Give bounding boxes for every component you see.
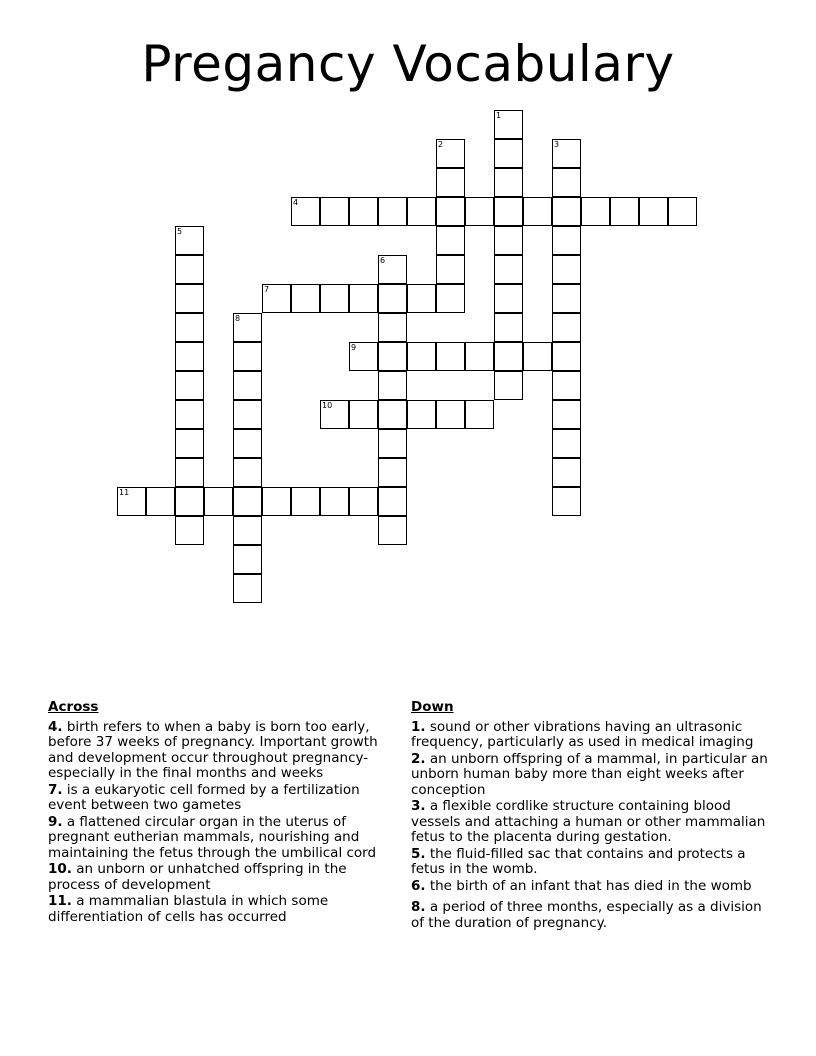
grid-cell[interactable]: [494, 168, 523, 197]
grid-cell[interactable]: [494, 197, 523, 226]
grid-cell[interactable]: [320, 284, 349, 313]
grid-cell[interactable]: [233, 487, 262, 516]
grid-cell[interactable]: [175, 255, 204, 284]
grid-cell[interactable]: [552, 313, 581, 342]
grid-cell[interactable]: [436, 255, 465, 284]
grid-cell[interactable]: [378, 255, 407, 284]
grid-cell[interactable]: [146, 487, 175, 516]
clue-number: 2.: [411, 750, 426, 767]
grid-cell[interactable]: [175, 400, 204, 429]
across-clue-4: [48, 720, 388, 782]
clue-number: 7.: [48, 781, 63, 798]
grid-cell[interactable]: [204, 487, 233, 516]
cell-number: 7: [264, 285, 270, 294]
grid-cell[interactable]: [378, 197, 407, 226]
down-clue-2: [411, 752, 773, 799]
grid-cell[interactable]: [552, 342, 581, 371]
cell-number: 1: [496, 111, 502, 120]
grid-cell[interactable]: [465, 342, 494, 371]
down-clue-1: [411, 720, 773, 751]
grid-cell[interactable]: [552, 400, 581, 429]
across-clues: [48, 700, 388, 926]
grid-cell[interactable]: [378, 284, 407, 313]
grid-cell[interactable]: [291, 487, 320, 516]
grid-cell[interactable]: [175, 284, 204, 313]
clue-number: 4.: [48, 718, 63, 735]
grid-cell[interactable]: [494, 255, 523, 284]
grid-cell[interactable]: [233, 400, 262, 429]
down-clue-3: [411, 799, 773, 846]
clue-text: a flexible cordlike structure containing blood vessels and attaching a human or other mammalian fetus to the placenta during gestation.: [411, 798, 766, 845]
grid-cell[interactable]: [436, 197, 465, 226]
grid-cell[interactable]: [175, 342, 204, 371]
clue-number: 5.: [411, 845, 426, 862]
grid-cell[interactable]: [523, 342, 552, 371]
grid-cell[interactable]: [233, 545, 262, 574]
cell-number: 9: [351, 343, 357, 352]
grid-cell[interactable]: [175, 487, 204, 516]
grid-cell[interactable]: [349, 197, 378, 226]
grid-cell[interactable]: [262, 284, 291, 313]
down-heading: Down: [411, 699, 454, 715]
grid-cell[interactable]: [175, 371, 204, 400]
cell-number: 6: [380, 256, 386, 265]
grid-cell[interactable]: [233, 458, 262, 487]
clue-text: the fluid-filled sac that contains and protects a fetus in the womb.: [411, 845, 746, 877]
grid-cell[interactable]: [378, 516, 407, 545]
grid-cell[interactable]: [233, 342, 262, 371]
clue-text: a flattened circular organ in the uterus of pregnant eutherian mammals, nourishing and maintaining the fetus through the umbilical cord: [48, 813, 377, 861]
grid-cell[interactable]: [175, 516, 204, 545]
grid-cell[interactable]: [494, 110, 523, 139]
grid-cell[interactable]: [552, 139, 581, 168]
grid-cell[interactable]: [465, 197, 494, 226]
grid-cell[interactable]: [436, 168, 465, 197]
grid-cell[interactable]: [349, 284, 378, 313]
grid-cell[interactable]: [552, 458, 581, 487]
across-heading: Across: [48, 699, 99, 715]
grid-cell[interactable]: [407, 284, 436, 313]
clue-text: a period of three months, especially as a division of the duration of pregnancy.: [411, 899, 762, 931]
clue-number: 3.: [411, 798, 426, 814]
grid-cell[interactable]: [523, 197, 552, 226]
grid-cell[interactable]: [494, 284, 523, 313]
grid-cell[interactable]: [320, 400, 349, 429]
grid-cell[interactable]: [378, 342, 407, 371]
grid-cell[interactable]: [175, 226, 204, 255]
grid-cell[interactable]: [494, 139, 523, 168]
grid-cell[interactable]: [552, 429, 581, 458]
clue-text: an unborn offspring of a mammal, in particular an unborn human baby more than eight weeks after conception: [411, 750, 768, 798]
clue-number: 1.: [411, 718, 426, 735]
grid-cell[interactable]: [552, 371, 581, 400]
grid-cell[interactable]: [668, 197, 697, 226]
grid-cell[interactable]: [378, 313, 407, 342]
grid-cell[interactable]: [349, 487, 378, 516]
grid-cell[interactable]: [407, 400, 436, 429]
grid-cell[interactable]: [291, 197, 320, 226]
down-clue-5: [411, 847, 773, 878]
grid-cell[interactable]: [552, 197, 581, 226]
grid-cell[interactable]: [407, 197, 436, 226]
grid-cell[interactable]: [378, 429, 407, 458]
grid-cell[interactable]: [320, 197, 349, 226]
across-clue-9: [48, 815, 388, 862]
down-clues: [411, 700, 773, 932]
grid-cell[interactable]: [552, 255, 581, 284]
grid-cell[interactable]: [233, 516, 262, 545]
grid-cell[interactable]: [552, 226, 581, 255]
grid-cell[interactable]: [378, 458, 407, 487]
grid-cell[interactable]: [233, 574, 262, 603]
grid-cell[interactable]: [610, 197, 639, 226]
grid-cell[interactable]: [552, 168, 581, 197]
grid-cell[interactable]: [436, 284, 465, 313]
grid-cell[interactable]: [436, 342, 465, 371]
grid-cell[interactable]: [175, 458, 204, 487]
grid-cell[interactable]: [291, 284, 320, 313]
grid-cell[interactable]: [233, 371, 262, 400]
grid-cell[interactable]: [233, 429, 262, 458]
down-clue-8: [411, 900, 773, 931]
grid-cell[interactable]: [436, 226, 465, 255]
cell-number: 2: [438, 140, 444, 149]
clue-number: 9.: [48, 813, 63, 830]
cell-number: 4: [293, 198, 299, 207]
page-title: Pregancy Vocabulary: [141, 35, 675, 93]
clue-number: 6.: [411, 877, 426, 894]
cell-number: 10: [322, 401, 333, 410]
clue-text: a mammalian blastula in which some differentiation of cells has occurred: [48, 893, 329, 925]
across-clue-10: [48, 862, 388, 893]
grid-cell[interactable]: [581, 197, 610, 226]
clue-number: 8.: [411, 899, 426, 915]
clue-text: is a eukaryotic cell formed by a fertilization event between two gametes: [48, 781, 360, 813]
grid-cell[interactable]: [175, 429, 204, 458]
across-clue-7: [48, 783, 388, 814]
grid-cell[interactable]: [494, 226, 523, 255]
grid-cell[interactable]: [494, 342, 523, 371]
grid-cell[interactable]: [407, 342, 436, 371]
cell-number: 8: [235, 314, 241, 323]
clue-text: an unborn or unhatched offspring in the process of development: [48, 861, 347, 893]
grid-cell[interactable]: [639, 197, 668, 226]
grid-cell[interactable]: [552, 487, 581, 516]
clue-number: 10.: [48, 861, 72, 877]
clue-text: sound or other vibrations having an ultrasonic frequency, particularly as used in medical imaging: [411, 718, 754, 750]
grid-cell[interactable]: [494, 371, 523, 400]
down-clue-6: [411, 879, 773, 895]
grid-cell[interactable]: [378, 400, 407, 429]
clue-text: the birth of an infant that has died in the womb: [429, 877, 752, 894]
grid-cell[interactable]: [494, 313, 523, 342]
grid-cell[interactable]: [378, 371, 407, 400]
grid-cell[interactable]: [262, 487, 291, 516]
grid-cell[interactable]: [378, 487, 407, 516]
grid-cell[interactable]: [465, 400, 494, 429]
grid-cell[interactable]: [175, 313, 204, 342]
grid-cell[interactable]: [436, 139, 465, 168]
clue-number: 11.: [48, 893, 72, 909]
clue-text: birth refers to when a baby is born too early, before 37 weeks of pregnancy. Important growth and development occur throughout pregnancy-especially in the final months and weeks: [48, 718, 378, 781]
grid-cell[interactable]: [552, 284, 581, 313]
grid-cell[interactable]: [349, 342, 378, 371]
grid-cell[interactable]: [349, 400, 378, 429]
grid-cell[interactable]: [320, 487, 349, 516]
grid-cell[interactable]: [233, 313, 262, 342]
grid-cell[interactable]: [436, 400, 465, 429]
cell-number: 3: [554, 140, 560, 149]
cell-number: 11: [119, 488, 130, 497]
grid-cell[interactable]: [117, 487, 146, 516]
across-clue-11: [48, 894, 388, 925]
cell-number: 5: [177, 227, 183, 236]
